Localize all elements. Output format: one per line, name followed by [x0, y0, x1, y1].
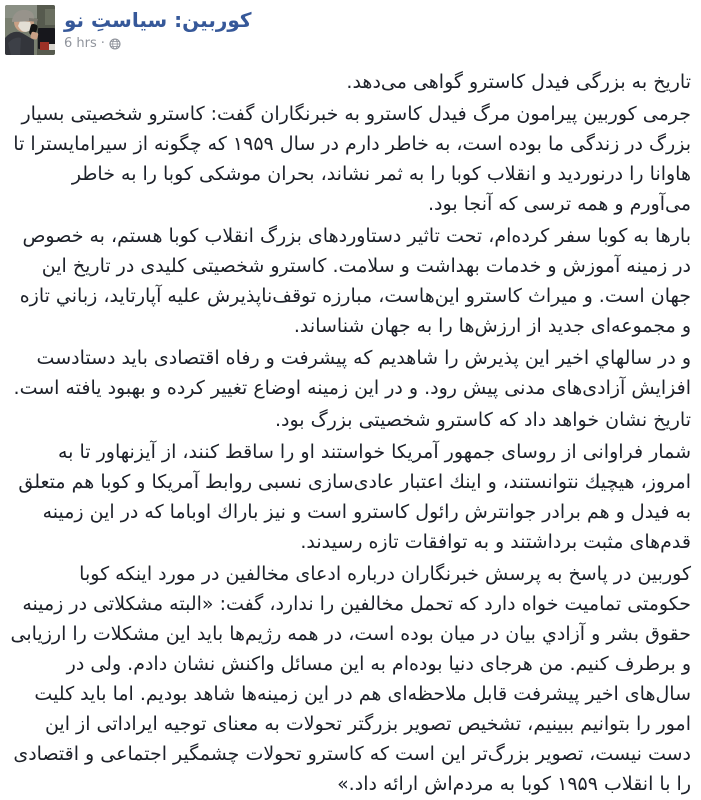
post-paragraph: بارها به کوبا سفر کرده‌ام، تحت تاثیر دستاوردهای بزرگ انقلاب کوبا هستم، به خصوص در زمینه آموزش و خدمات بهداشت و سلامت. کاسترو شخصیتی کلیدی در تاریخ این جهان است. و میراث کاسترو این‌هاست، مبارزه توقف‌ناپذیرش علیه آپارتاید، زباني تازه و مجموعه‌ای جدید از ارزش‌ها را به جهان شناساند. [19, 225, 691, 337]
post-text [0, 67, 701, 799]
globe-icon [109, 38, 121, 50]
post-paragraph: کوربین در پاسخ به پرسش خبرنگاران درباره ادعای مخالفین در مورد اینکه کوبا حکومتی تمامیت خواه دارد که تحمل مخالفین را ندارد، گفت: «البته مشکلاتی در زمینه حقوق بشر و آزادي بیان در میان بوده است، در همه رژیم‌ها باید این مشکلات را ارزیابی و برطرف کنیم. من هرجای دنیا بوده‌ام به این مسائل واکنش نشان دادم. ولی در سال‌های اخیر پیشرفت قابل ملاحظه‌ای هم در این زمینه‌ها شاهد بودیم. اما باید کلیت امور را بتوانیم ببینیم، تشخیص تصویر بزرگتر تحولات به معنای توجیه ایراداتی از این دست نیست، تصویر بزرگ‌تر این است که کاسترو تحولات چشمگیر اجتماعی و اقتصادی را با انقلاب ۱۹۵۹ کوبا به مردم‌اش ارائه داد.» [10, 563, 691, 795]
post-paragraph: تاریخ به بزرگی فیدل کاسترو گواهی می‌دهد. [346, 71, 691, 93]
post-paragraph: و در سالهاي اخیر این پذیرش را شاهدیم که پیشرفت و رفاه اقتصادی باید دستادست افزایش آزادی‌های مدنی پیش رود. و در این زمینه اوضاع تغییر کرده و بهبود یافته است. [13, 347, 691, 399]
meta-separator: · [100, 36, 105, 51]
page-name-link[interactable]: کوربین: سیاستِ نو [64, 8, 252, 32]
post-paragraph: شمار فراوانی از روسای جمهور آمریکا خواستند او را ساقط کنند، از آیزنهاور تا به امروز، هیچیك نتوانستند، و اینك اعتبار عادی‌سازی نسبی روابط آمریکا و کوبا هم متعلق به فیدل و هم برادر جوانترش رائول کاسترو است و نیز باراك اوباما که در این زمینه قدم‌های مثبت برداشتند و به توافقات تازه رسیدند. [18, 441, 691, 553]
profile-picture[interactable] [5, 5, 55, 55]
header-info [64, 5, 252, 52]
post-meta [64, 35, 252, 52]
post-paragraph: جرمی کوربین پیرامون مرگ فیدل کاسترو به خبرنگاران گفت: کاسترو شخصیتی بسیار بزرگ در زندگی ما بوده است، به خاطر دارم در سال ۱۹۵۹ که چگونه از سیرامایسترا تا هاوانا را درنوردید و انقلاب کوبا را به ثمر نشاند، بحران موشکی کوبا را به خاطر می‌آورم و همه ترسی که آنجا بود. [13, 103, 691, 215]
man-with-cap-speaking-into-microphone-photo [5, 5, 55, 55]
timestamp-link[interactable]: 6 hrs [64, 36, 97, 51]
post-header [0, 0, 701, 55]
post-paragraph: تاریخ نشان خواهد داد که کاسترو شخصیتی بزرگ بود. [274, 409, 691, 431]
